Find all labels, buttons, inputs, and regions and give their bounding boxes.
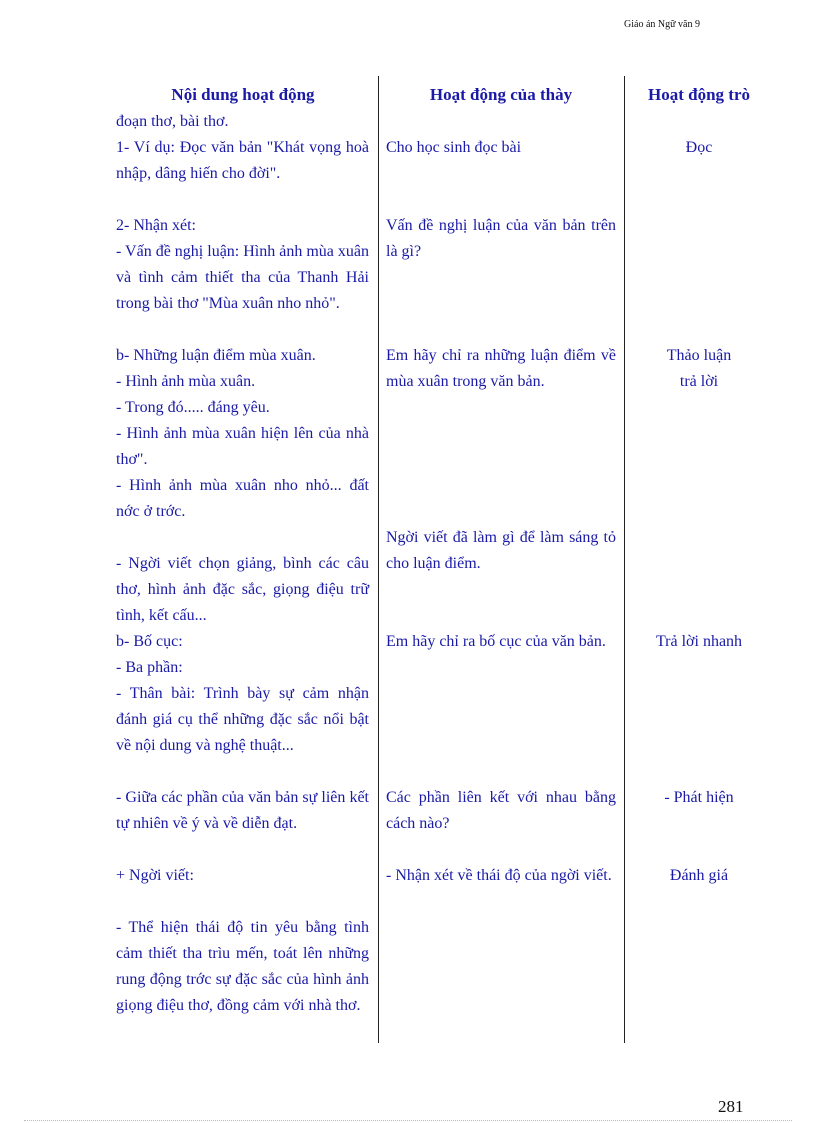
content-paragraph: - Hình ảnh mùa xuân hiện lên của nhà thơ". — [116, 425, 369, 468]
page-number: 281 — [718, 1097, 744, 1116]
content-paragraph: - Trong đó..... đáng yêu. — [116, 399, 270, 416]
teacher-paragraph: - Nhận xét về thái độ của ngời viết. — [386, 867, 612, 884]
content-paragraph: - Giữa các phần của văn bản sự liên kết tự nhiên về ý và về diễn đạt. — [116, 789, 369, 832]
teacher-paragraph: Vấn đề nghị luận của văn bản trên là gì? — [386, 217, 616, 260]
content-paragraph: b- Những luận điểm mùa xuân. — [116, 347, 316, 364]
student-paragraph: Đọc — [685, 139, 713, 156]
content-paragraph: 1- Ví dụ: Đọc văn bản "Khát vọng hoà nhập, dâng hiến cho đời". — [116, 139, 369, 182]
content-paragraph: - Thể hiện thái độ tin yêu bằng tình cảm thiết tha trìu mến, toát lên những rung động trớc sự đặc sắc của hình ảnh giọng điệu thơ, đồng cảm với nhà thơ. — [116, 919, 369, 1014]
header-title: Giáo án Ngữ văn 9 — [624, 19, 700, 30]
teacher-paragraph: Ngời viết đã làm gì để làm sáng tỏ cho luận điểm. — [386, 529, 616, 572]
teacher-paragraph: Em hãy chỉ ra những luận điểm về mùa xuân trong văn bản. — [386, 347, 616, 390]
column-header-teacher: Hoạt động của thày — [429, 85, 573, 104]
bottom-rule — [24, 1120, 792, 1121]
content-paragraph: b- Bố cục: — [116, 633, 183, 650]
student-paragraph: Đánh giá — [669, 867, 729, 884]
column-divider — [378, 76, 379, 1043]
student-paragraph: Trả lời nhanh — [655, 633, 743, 650]
teacher-paragraph: Cho học sinh đọc bài — [386, 139, 522, 156]
column-divider — [624, 76, 625, 1043]
student-paragraph: trả lời — [679, 373, 719, 390]
column-header-content: Nội dung hoạt động — [171, 85, 315, 104]
content-paragraph: - Hình ảnh mùa xuân nho nhỏ... đất nớc ở trớc. — [116, 477, 369, 520]
student-paragraph: - Phát hiện — [664, 789, 734, 806]
content-paragraph: đoạn thơ, bài thơ. — [116, 113, 229, 130]
student-paragraph: Thảo luận — [666, 347, 732, 364]
column-header-student: Hoạt động trò — [648, 85, 750, 104]
content-paragraph: - Ngời viết chọn giảng, bình các câu thơ, hình ảnh đặc sắc, giọng điệu trữ tình, kết cấu... — [116, 555, 369, 624]
teacher-paragraph: Em hãy chỉ ra bố cục của văn bản. — [386, 633, 606, 650]
content-paragraph: 2- Nhận xét: — [116, 217, 196, 234]
teacher-paragraph: Các phần liên kết với nhau bằng cách nào? — [386, 789, 616, 832]
content-paragraph: - Hình ảnh mùa xuân. — [116, 373, 256, 390]
content-paragraph: - Vấn đề nghị luận: Hình ảnh mùa xuân và tình cảm thiết tha của Thanh Hải trong bài thơ "Mùa xuân nho nhỏ". — [116, 243, 369, 312]
content-paragraph: - Thân bài: Trình bày sự cảm nhận đánh giá cụ thể những đặc sắc nổi bật về nội dung và nghệ thuật... — [116, 685, 369, 754]
content-paragraph: - Ba phần: — [116, 659, 183, 676]
content-paragraph: + Ngời viết: — [116, 867, 194, 884]
